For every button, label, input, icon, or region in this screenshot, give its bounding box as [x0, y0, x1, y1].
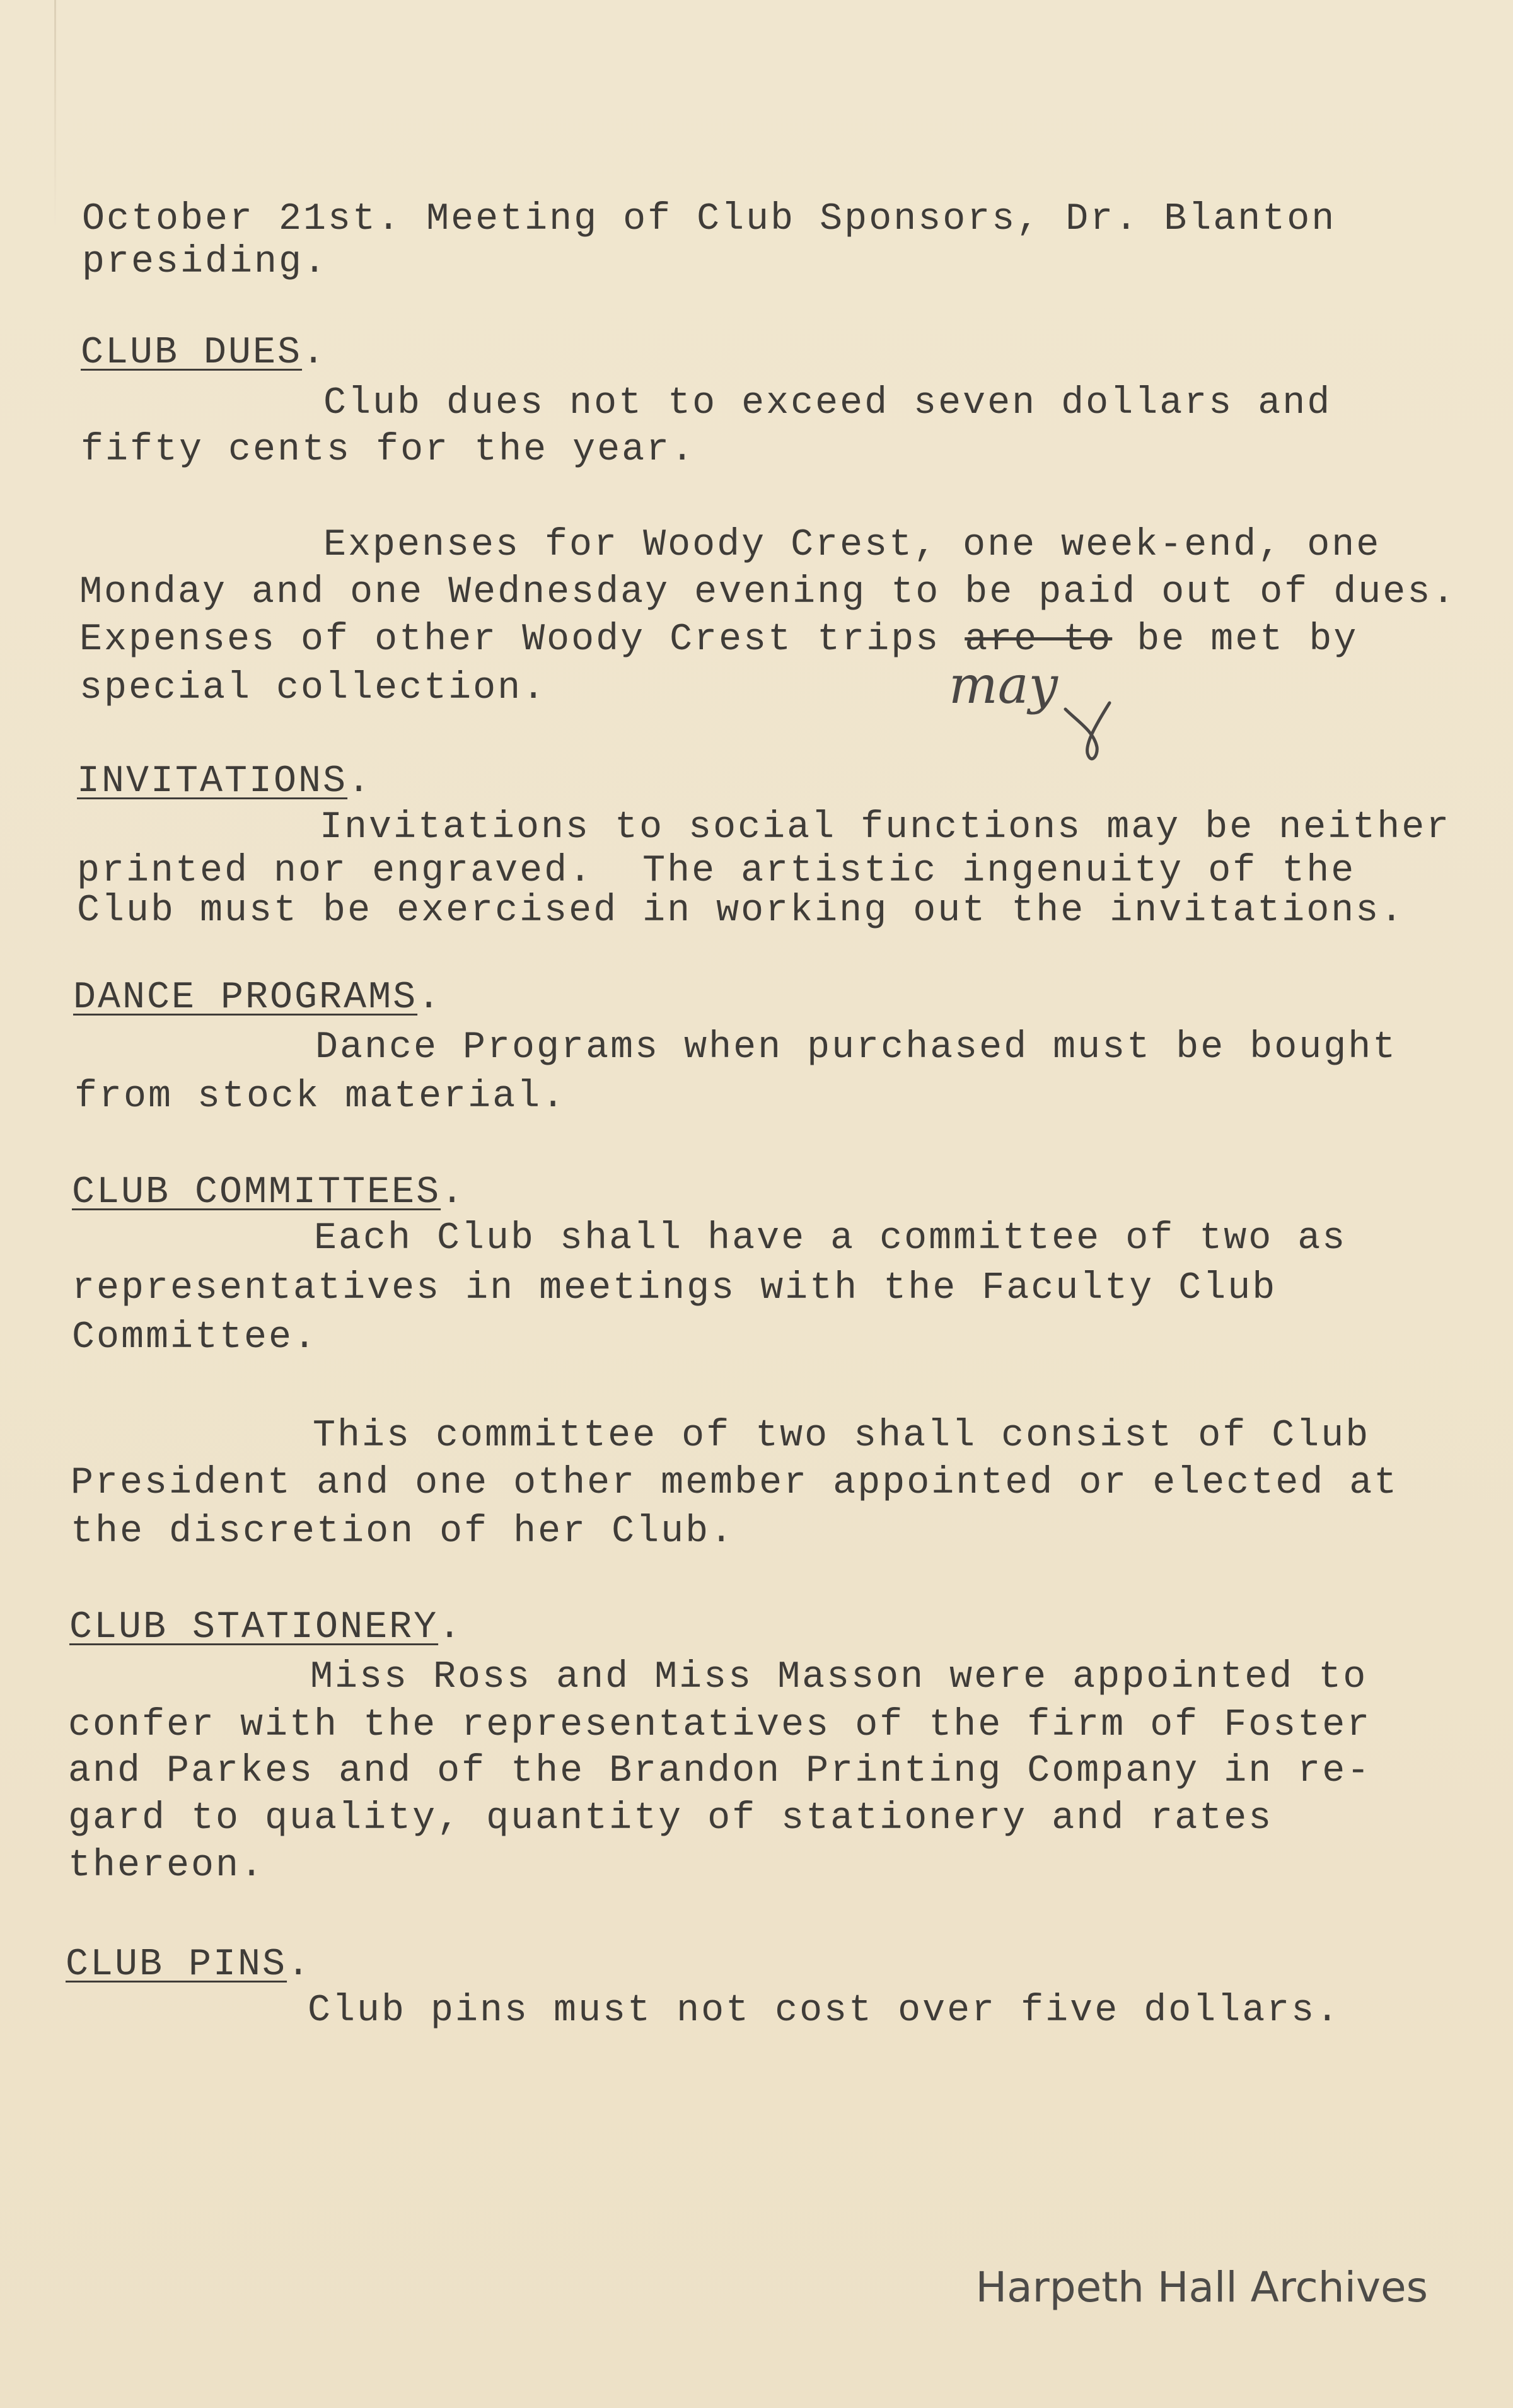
- stationery-line-5: thereon.: [68, 1844, 265, 1887]
- heading-text: CLUB STATIONERY: [69, 1606, 439, 1649]
- club-dues-line-1: Club dues not to exceed seven dollars and: [323, 382, 1332, 425]
- stationery-line-4: gard to quality, quantity of stationery and rates: [68, 1797, 1273, 1840]
- expenses-line-3: Expenses of other Woody Crest trips are to be met by: [79, 618, 1359, 661]
- stationery-line-3: and Parkes and of the Brandon Printing Company in re-: [68, 1750, 1372, 1793]
- handwritten-stroke-icon: [1059, 697, 1116, 766]
- heading-text: CLUB COMMITTEES: [72, 1171, 441, 1214]
- committees-p2-line-3: the discretion of her Club.: [71, 1510, 735, 1553]
- section-heading-club-stationery: CLUB STATIONERY.: [69, 1606, 463, 1649]
- dance-programs-line-2: from stock material.: [74, 1075, 567, 1118]
- expenses-line-4: special collection.: [79, 667, 547, 710]
- heading-text: CLUB PINS: [66, 1943, 287, 1986]
- section-heading-club-pins: CLUB PINS.: [66, 1943, 312, 1986]
- handwritten-insertion: may: [949, 656, 1058, 715]
- expenses-line-1: Expenses for Woody Crest, one week-end, one: [323, 524, 1381, 567]
- stationery-line-1: Miss Ross and Miss Masson were appointed to: [310, 1656, 1368, 1699]
- intro-line-2: presiding.: [82, 241, 328, 284]
- section-heading-club-committees: CLUB COMMITTEES.: [72, 1171, 466, 1214]
- heading-text: INVITATIONS: [77, 760, 348, 803]
- committees-p2-line-2: President and one other member appointed or elected at: [71, 1462, 1399, 1505]
- invitations-line-3: Club must be exercised in working out the invitations.: [77, 889, 1405, 932]
- section-heading-dance-programs: DANCE PROGRAMS.: [73, 976, 443, 1019]
- stationery-line-2: confer with the representatives of the firm of Foster: [68, 1704, 1372, 1747]
- committees-line-1: Each Club shall have a committee of two as: [314, 1217, 1347, 1260]
- heading-text: CLUB DUES: [81, 332, 303, 374]
- club-dues-line-2: fifty cents for the year.: [81, 429, 696, 472]
- struck-text: are to: [965, 618, 1113, 661]
- archive-watermark: Harpeth Hall Archives: [975, 2263, 1428, 2312]
- committees-line-3: Committee.: [72, 1316, 318, 1359]
- invitations-line-2: printed nor engraved. The artistic ingenuity of the: [77, 850, 1356, 893]
- paper-fold-shadow: [54, 0, 56, 227]
- section-heading-club-dues: CLUB DUES.: [81, 332, 327, 374]
- committees-p2-line-1: This committee of two shall consist of Club: [313, 1415, 1371, 1457]
- club-pins-line-1: Club pins must not cost over five dollars.: [308, 1989, 1341, 2032]
- section-heading-invitations: INVITATIONS.: [77, 760, 373, 803]
- expenses-line-2: Monday and one Wednesday evening to be paid out of dues.: [79, 571, 1457, 614]
- committees-line-2: representatives in meetings with the Faculty Club: [72, 1267, 1277, 1310]
- invitations-line-1: Invitations to social functions may be neither: [320, 806, 1451, 849]
- dance-programs-line-1: Dance Programs when purchased must be bought: [315, 1026, 1398, 1069]
- intro-line-1: October 21st. Meeting of Club Sponsors, Dr. Blanton: [82, 198, 1336, 241]
- heading-text: DANCE PROGRAMS: [73, 976, 418, 1019]
